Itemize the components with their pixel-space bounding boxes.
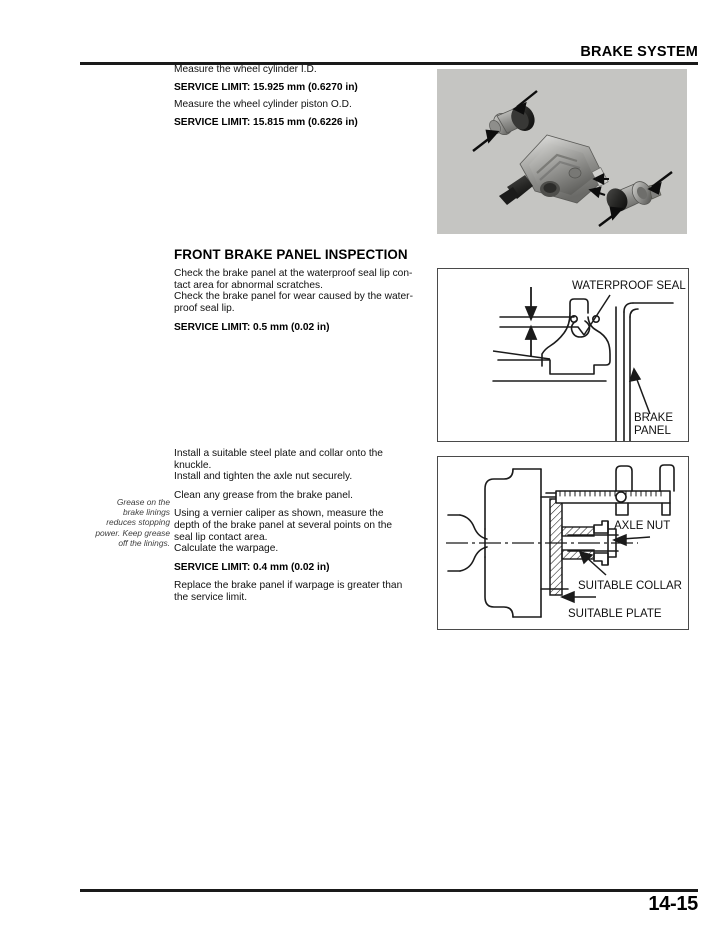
margin-note-line4: power. Keep grease — [95, 527, 170, 538]
warpage-para4-line2: the service limit. — [174, 591, 248, 603]
warpage-para1-line3: Install and tighten the axle nut securely. — [174, 471, 353, 483]
brake-panel-label-line1: BRAKE — [634, 412, 673, 424]
wheel-cylinder-photo-graphic — [437, 69, 687, 234]
vernier-caliper-diagram — [438, 457, 688, 629]
warpage-para1-line2: knuckle. — [174, 459, 212, 471]
fbpi-para1-line3: Check the brake panel for wear caused by the water- — [174, 291, 413, 303]
page-number: 14-15 — [648, 893, 698, 915]
figure-waterproof-seal — [437, 268, 689, 442]
suitable-collar-shape-top — [562, 527, 594, 536]
warpage-para2: Clean any grease from the brake panel. — [174, 489, 353, 501]
warpage-service-limit: SERVICE LIMIT: 0.4 mm (0.02 in) — [174, 561, 330, 573]
suitable-plate-shape — [550, 499, 562, 595]
section-warpage-text — [174, 448, 432, 604]
wheel-cylinder-service-limit-1: SERVICE LIMIT: 15.925 mm (0.6270 in) — [174, 81, 358, 93]
warpage-para4-line1: Replace the brake panel if warpage is greater than — [174, 580, 403, 592]
axle-nut-label: AXLE NUT — [614, 520, 671, 532]
wheel-cylinder-line-2: Measure the wheel cylinder piston O.D. — [174, 99, 352, 111]
brake-panel-label-line2: PANEL — [634, 425, 671, 437]
section-front-brake-panel-text — [174, 268, 432, 334]
fbpi-para1-line2: tact area for abnormal scratches. — [174, 279, 323, 291]
margin-note-grease — [84, 497, 170, 548]
waterproof-seal-diagram — [438, 269, 688, 441]
warpage-para3-line2: depth of the brake panel at several points on the — [174, 519, 393, 531]
fbpi-service-limit: SERVICE LIMIT: 0.5 mm (0.02 in) — [174, 322, 330, 334]
fbpi-para1-line4: proof seal lip. — [174, 302, 235, 314]
section-heading-front-brake-panel-inspection: FRONT BRAKE PANEL INSPECTION — [174, 247, 408, 262]
footer-rule — [80, 889, 698, 892]
warpage-para1-line1: Install a suitable steel plate and collar onto the — [174, 448, 383, 459]
wheel-cylinder-photo — [437, 69, 687, 234]
suitable-plate-label: SUITABLE PLATE — [568, 608, 662, 620]
waterproof-seal-label: WATERPROOF SEAL — [572, 280, 686, 292]
warpage-para3-line1: Using a vernier caliper as shown, measure the — [174, 508, 384, 520]
warpage-para3-line4: Calculate the warpage. — [174, 543, 279, 555]
fbpi-para1-line1: Check the brake panel at the waterproof seal lip con- — [174, 268, 413, 279]
wheel-cylinder-line-1: Measure the wheel cylinder I.D. — [174, 64, 317, 75]
section-wheel-cylinder — [174, 64, 432, 134]
wheel-cylinder-service-limit-2: SERVICE LIMIT: 15.815 mm (0.6226 in) — [174, 116, 358, 128]
margin-note-line1: Grease on the — [116, 497, 170, 507]
margin-note-line5: off the linings. — [118, 537, 170, 548]
margin-note-line2: brake linings — [122, 507, 170, 518]
suitable-collar-label: SUITABLE COLLAR — [578, 580, 682, 592]
page-header-title: BRAKE SYSTEM — [580, 44, 698, 60]
warpage-para3-line3: seal lip contact area. — [174, 531, 268, 543]
margin-note-line3: reduces stopping — [106, 517, 170, 528]
figure-vernier-caliper-setup — [437, 456, 689, 630]
